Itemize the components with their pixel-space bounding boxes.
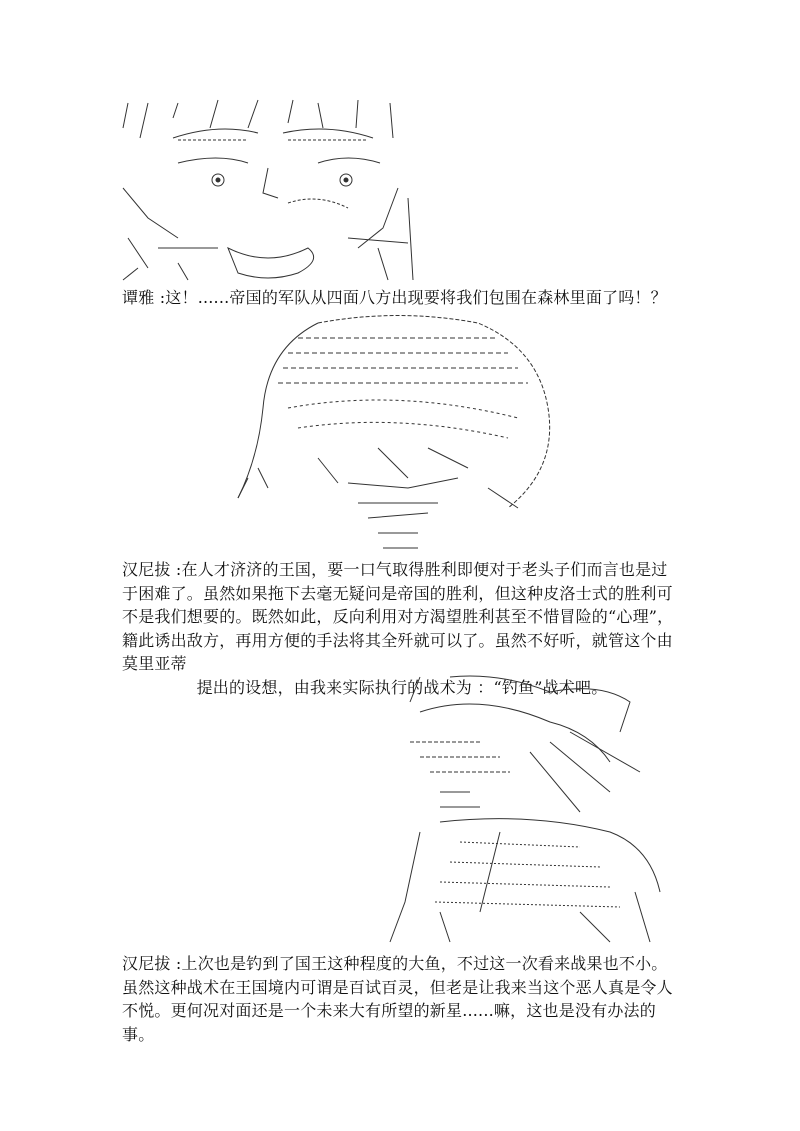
smirking-figure-drawing [380, 672, 680, 947]
dialogue-line-3 [122, 952, 682, 1046]
shocked-face-drawing [118, 98, 418, 283]
speaker-separator: : [170, 560, 182, 579]
ascii-art-cloaked-general [228, 308, 568, 556]
ascii-art-smirking-figure [380, 672, 680, 947]
cloaked-general-drawing [228, 308, 568, 556]
speaker-separator: : [170, 954, 182, 973]
speaker-name: 谭雅 [122, 288, 155, 307]
dialogue-text: 在人才济济的王国，要一口气取得胜利即便对于老头子们而言也是过于困难了。虽然如果拖下去毫无疑问是帝国的胜利，但这种皮洛士式的胜利可不是我们想要的。既然如此，反向利用对方渴望胜利甚至不惜冒险的“心理”，籍此诱出敌方，再用方便的手法将其全歼就可以了。虽然不好听，就管这个由莫里亚蒂 [122, 560, 674, 673]
dialogue-centered-tail: 提出的设想，由我来实际执行的战术为 ：“钓鱼”战术吧。 [196, 677, 608, 697]
speaker-name: 汉尼拔 [122, 560, 171, 579]
dialogue-text: 这！......帝国的军队从四面八方出现要将我们包围在森林里面了吗！？ [165, 288, 667, 307]
speaker-separator: : [154, 288, 166, 307]
ascii-art-shocked-face [118, 98, 418, 283]
dialogue-line-1 [122, 286, 682, 310]
dialogue-text: 上次也是钓到了国王这种程度的大鱼，不过这一次看来战果也不小。虽然这种战术在王国境内可谓是百试百灵，但老是让我来当这个恶人真是令人不悦。更何况对面还是一个未来大有所望的新星......嘛，这也是没有办法的事。 [122, 954, 673, 1044]
speaker-name: 汉尼拔 [122, 954, 171, 973]
